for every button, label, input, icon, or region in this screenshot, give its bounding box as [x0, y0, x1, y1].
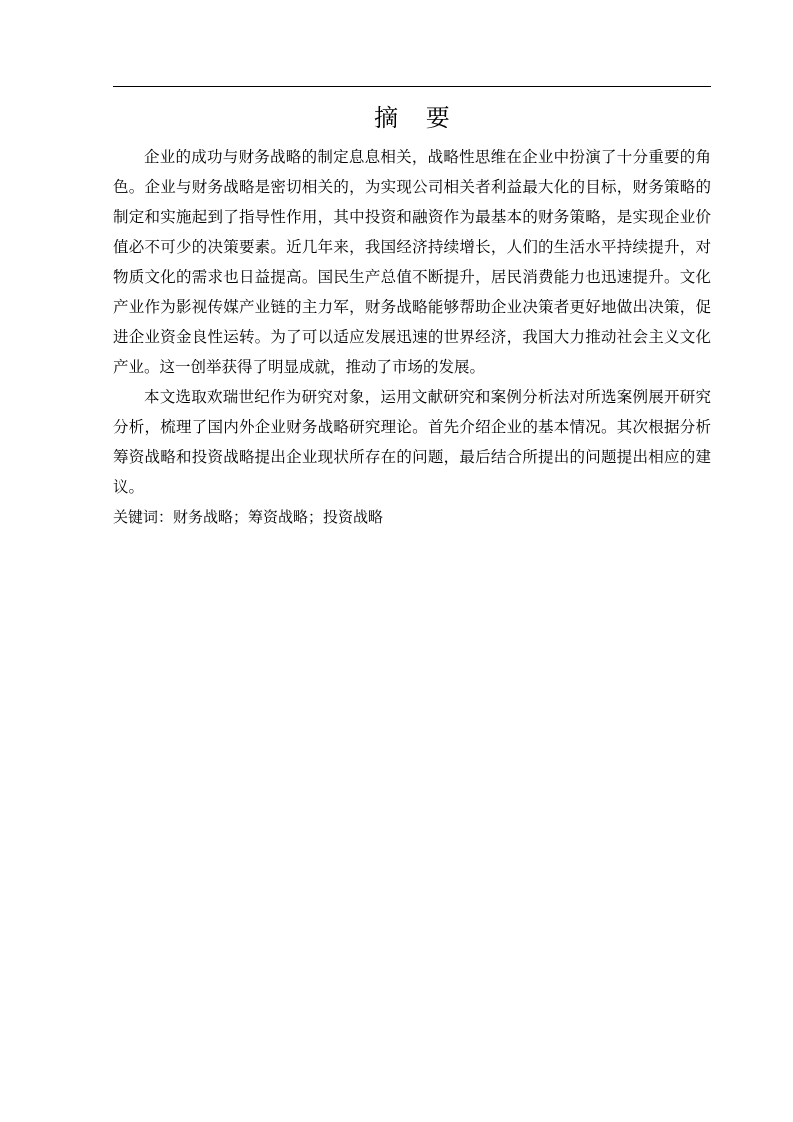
- page-title: 摘 要: [374, 104, 460, 132]
- abstract-body: [113, 142, 711, 532]
- keywords-value: 财务战略；筹资战略；投资战略: [173, 508, 384, 526]
- header-rule: [113, 86, 711, 87]
- abstract-paragraph-1: 企业的成功与财务战略的制定息息相关，战略性思维在企业中扮演了十分重要的角色。企业与财务战略是密切相关的，为实现公司相关者利益最大化的目标，财务策略的制定和实施起到了指导性作用，其中投资和融资作为最基本的财务策略，是实现企业价值必不可少的决策要素。近几年来，我国经济持续增长，人们的生活水平持续提升，对物质文化的需求也日益提高。国民生产总值不断提升，居民消费能力也迅速提升。文化产业作为影视传媒产业链的主力军，财务战略能够帮助企业决策者更好地做出决策，促进企业资金良性运转。为了可以适应发展迅速的世界经济，我国大力推动社会主义文化产业。这一创举获得了明显成就，推动了市场的发展。: [113, 148, 711, 376]
- keywords-label: 关键词：: [113, 508, 174, 526]
- keywords-line: [113, 502, 711, 532]
- abstract-paragraph-2: 本文选取欢瑞世纪作为研究对象，运用文献研究和案例分析法对所选案例展开研究分析，梳理了国内外企业财务战略研究理论。首先介绍企业的基本情况。其次根据分析筹资战略和投资战略提出企业现状所存在的问题，最后结合所提出的问题提出相应的建议。: [113, 388, 711, 496]
